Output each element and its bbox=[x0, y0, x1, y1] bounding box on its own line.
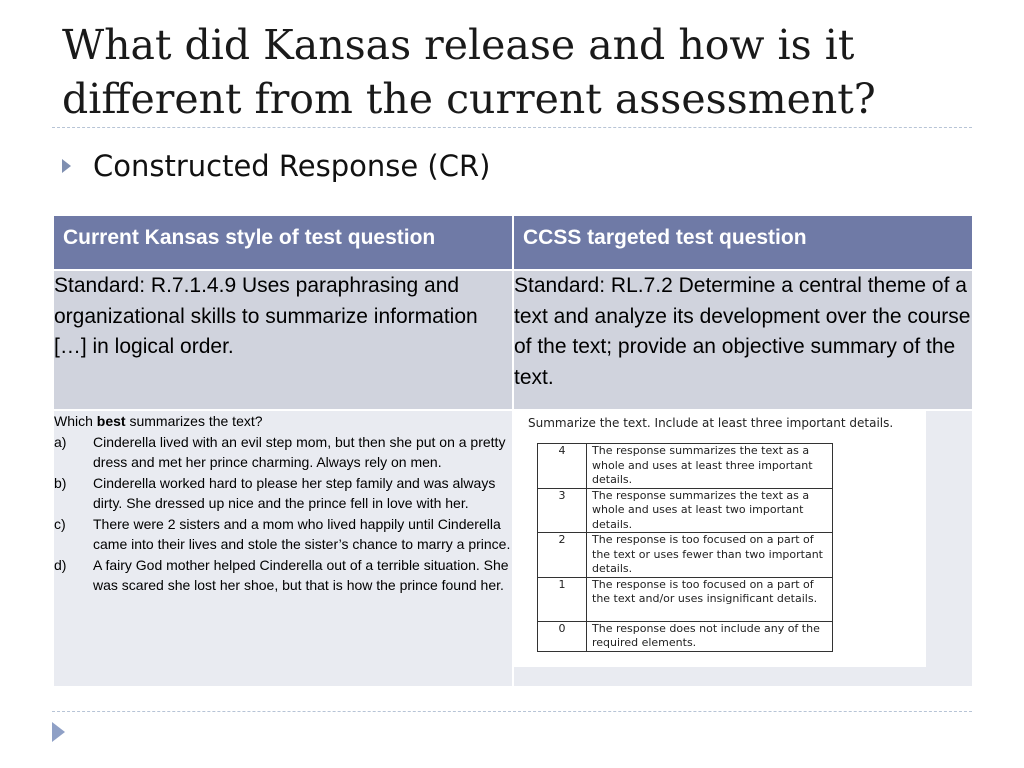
option-label: d) bbox=[54, 556, 67, 573]
rubric-score: 4 bbox=[538, 444, 587, 489]
rubric-image bbox=[514, 411, 926, 667]
answer-option-b bbox=[54, 473, 512, 514]
question-prompt bbox=[54, 411, 512, 432]
rubric-prompt: Summarize the text. Include at least three important details. bbox=[528, 416, 894, 430]
header-kansas: Current Kansas style of test question bbox=[53, 215, 513, 270]
rubric-row bbox=[538, 488, 833, 533]
rubric-row bbox=[538, 577, 833, 621]
rubric-description: The response is too focused on a part of the text or uses fewer than two important details. bbox=[587, 533, 833, 578]
standards-row bbox=[53, 270, 973, 410]
option-text: A fairy God mother helped Cinderella out of a terrible situation. She was scared she lost her shoe, but that is how the prince found her. bbox=[93, 556, 509, 593]
slide-title-line-2: different from the current assessment? bbox=[62, 75, 876, 123]
bullet-item bbox=[62, 146, 490, 186]
answer-option-d bbox=[54, 555, 512, 596]
question-prompt-post: summarizes the text? bbox=[125, 413, 263, 429]
rubric-description: The response does not include any of the required elements. bbox=[587, 621, 833, 651]
option-label: b) bbox=[54, 474, 67, 491]
slide-corner-arrow-icon bbox=[52, 722, 65, 742]
comparison-table bbox=[52, 214, 974, 688]
bullet-arrow-icon bbox=[62, 159, 71, 173]
answer-option-a bbox=[54, 432, 512, 473]
option-text: There were 2 sisters and a mom who lived happily until Cinderella came into their lives and stole the sister’s chance to marry a prince. bbox=[93, 515, 511, 552]
option-label: c) bbox=[54, 515, 66, 532]
rubric-row bbox=[538, 621, 833, 651]
rubric-description: The response summarizes the text as a whole and uses at least two important details. bbox=[587, 488, 833, 533]
ccss-rubric-cell bbox=[513, 410, 973, 687]
rubric-description: The response summarizes the text as a whole and uses at least three important details. bbox=[587, 444, 833, 489]
rubric-score: 1 bbox=[538, 577, 587, 621]
top-divider bbox=[52, 127, 972, 128]
rubric-score: 2 bbox=[538, 533, 587, 578]
header-ccss: CCSS targeted test question bbox=[513, 215, 973, 270]
table-header-row bbox=[53, 215, 973, 270]
content-row bbox=[53, 410, 973, 687]
slide-title bbox=[62, 18, 1002, 126]
kansas-question-cell bbox=[53, 410, 513, 687]
bullet-text: Constructed Response (CR) bbox=[93, 149, 491, 183]
rubric-row bbox=[538, 533, 833, 578]
bottom-divider bbox=[52, 711, 972, 712]
question-prompt-pre: Which bbox=[54, 413, 97, 429]
kansas-standard: Standard: R.7.1.4.9 Uses paraphrasing and organizational skills to summarize information […] in logical order. bbox=[53, 270, 513, 410]
answer-option-c bbox=[54, 514, 512, 555]
rubric-score: 0 bbox=[538, 621, 587, 651]
question-prompt-bold: best bbox=[96, 413, 126, 429]
rubric-row bbox=[538, 444, 833, 489]
rubric-description: The response is too focused on a part of the text and/or uses insignificant details. bbox=[587, 577, 833, 621]
option-label: a) bbox=[54, 433, 67, 450]
rubric-score: 3 bbox=[538, 488, 587, 533]
rubric-table bbox=[537, 443, 833, 652]
ccss-standard: Standard: RL.7.2 Determine a central theme of a text and analyze its development over the course of the text; provide an objective summary of the text. bbox=[513, 270, 973, 410]
slide-title-line-1: What did Kansas release and how is it bbox=[62, 21, 855, 69]
option-text: Cinderella lived with an evil step mom, but then she put on a pretty dress and met her prince charming. Always rely on men. bbox=[93, 433, 506, 470]
option-text: Cinderella worked hard to please her step family and was always dirty. She dressed up nice and the prince fell in love with her. bbox=[93, 474, 496, 511]
